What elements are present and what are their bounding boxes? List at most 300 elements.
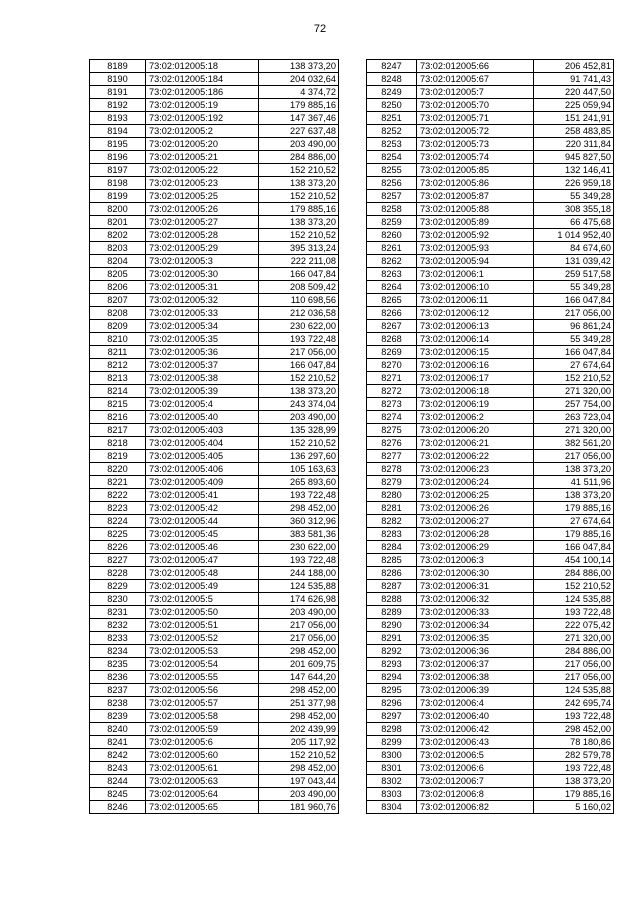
cadastral-number: 73:02:012005:31: [146, 281, 259, 294]
cadastral-number: 73:02:012006:28: [417, 528, 534, 541]
row-number: 8232: [90, 619, 146, 632]
cadastral-value: 242 695,74: [534, 697, 614, 710]
cadastral-value: 225 059,94: [534, 99, 614, 112]
row-number: 8206: [90, 281, 146, 294]
cadastral-value: 298 452,00: [259, 762, 339, 775]
cadastral-number: 73:02:012006:25: [417, 489, 534, 502]
table-row: [90, 73, 339, 86]
cadastral-value: 135 328,99: [259, 424, 339, 437]
row-number: 8228: [90, 567, 146, 580]
cadastral-number: 73:02:012006:37: [417, 658, 534, 671]
row-number: 8189: [90, 60, 146, 73]
row-number: 8281: [367, 502, 417, 515]
cadastral-value: 179 885,16: [259, 99, 339, 112]
table-row: [367, 372, 614, 385]
table-row: [90, 489, 339, 502]
cadastral-number: 73:02:012005:53: [146, 645, 259, 658]
cadastral-value: 258 483,85: [534, 125, 614, 138]
cadastral-value: 282 579,78: [534, 749, 614, 762]
cadastral-number: 73:02:012006:29: [417, 541, 534, 554]
row-number: 8287: [367, 580, 417, 593]
cadastral-value: 271 320,00: [534, 385, 614, 398]
cadastral-number: 73:02:012005:405: [146, 450, 259, 463]
row-number: 8236: [90, 671, 146, 684]
table-row: [367, 554, 614, 567]
cadastral-number: 73:02:012005:51: [146, 619, 259, 632]
cadastral-number: 73:02:012005:88: [417, 203, 534, 216]
row-number: 8235: [90, 658, 146, 671]
cadastral-value: 220 447,50: [534, 86, 614, 99]
table-row: [90, 515, 339, 528]
cadastral-number: 73:02:012005:409: [146, 476, 259, 489]
table-row: [367, 580, 614, 593]
table-row: [367, 437, 614, 450]
cadastral-number: 73:02:012006:43: [417, 736, 534, 749]
row-number: 8280: [367, 489, 417, 502]
table-row: [90, 307, 339, 320]
cadastral-number: 73:02:012006:36: [417, 645, 534, 658]
cadastral-value: 27 674,64: [534, 359, 614, 372]
cadastral-number: 73:02:012005:72: [417, 125, 534, 138]
cadastral-number: 73:02:012005:40: [146, 411, 259, 424]
cadastral-value: 166 047,84: [534, 541, 614, 554]
cadastral-value: 41 511,96: [534, 476, 614, 489]
table-row: [367, 502, 614, 515]
cadastral-value: 152 210,52: [534, 372, 614, 385]
cadastral-number: 73:02:012005:25: [146, 190, 259, 203]
cadastral-value: 284 886,00: [259, 151, 339, 164]
cadastral-value: 152 210,52: [259, 372, 339, 385]
row-number: 8253: [367, 138, 417, 151]
table-row: [90, 671, 339, 684]
row-number: 8274: [367, 411, 417, 424]
row-number: 8278: [367, 463, 417, 476]
cadastral-number: 73:02:012006:17: [417, 372, 534, 385]
cadastral-number: 73:02:012005:29: [146, 242, 259, 255]
cadastral-number: 73:02:012006:10: [417, 281, 534, 294]
cadastral-value: 203 490,00: [259, 606, 339, 619]
cadastral-value: 206 452,81: [534, 60, 614, 73]
cadastral-number: 73:02:012005:33: [146, 307, 259, 320]
table-row: [367, 294, 614, 307]
row-number: 8275: [367, 424, 417, 437]
cadastral-value: 193 722,48: [534, 606, 614, 619]
cadastral-number: 73:02:012005:26: [146, 203, 259, 216]
cadastral-value: 174 626,98: [259, 593, 339, 606]
cadastral-value: 244 188,00: [259, 567, 339, 580]
cadastral-number: 73:02:012005:23: [146, 177, 259, 190]
table-row: [90, 450, 339, 463]
cadastral-number: 73:02:012006:15: [417, 346, 534, 359]
table-row: [367, 593, 614, 606]
cadastral-number: 73:02:012005:192: [146, 112, 259, 125]
row-number: 8217: [90, 424, 146, 437]
table-row: [367, 788, 614, 801]
cadastral-value: 147 644,20: [259, 671, 339, 684]
row-number: 8221: [90, 476, 146, 489]
table-row: [367, 242, 614, 255]
cadastral-number: 73:02:012006:3: [417, 554, 534, 567]
table-row: [367, 463, 614, 476]
cadastral-value: 152 210,52: [259, 437, 339, 450]
table-row: [90, 749, 339, 762]
row-number: 8272: [367, 385, 417, 398]
cadastral-number: 73:02:012006:24: [417, 476, 534, 489]
cadastral-number: 73:02:012006:14: [417, 333, 534, 346]
cadastral-value: 257 754,00: [534, 398, 614, 411]
row-number: 8250: [367, 99, 417, 112]
row-number: 8284: [367, 541, 417, 554]
row-number: 8198: [90, 177, 146, 190]
cadastral-number: 73:02:012005:403: [146, 424, 259, 437]
cadastral-value: 136 297,60: [259, 450, 339, 463]
cadastral-number: 73:02:012005:89: [417, 216, 534, 229]
row-number: 8302: [367, 775, 417, 788]
cadastral-number: 73:02:012005:21: [146, 151, 259, 164]
cadastral-number: 73:02:012005:22: [146, 164, 259, 177]
row-number: 8194: [90, 125, 146, 138]
cadastral-value: 138 373,20: [534, 489, 614, 502]
cadastral-value: 220 311,84: [534, 138, 614, 151]
table-row: [367, 229, 614, 242]
row-number: 8300: [367, 749, 417, 762]
table-row: [90, 710, 339, 723]
table-row: [367, 515, 614, 528]
cadastral-number: 73:02:012005:60: [146, 749, 259, 762]
table-row: [367, 203, 614, 216]
cadastral-number: 73:02:012005:56: [146, 684, 259, 697]
table-row: [367, 346, 614, 359]
cadastral-value: 78 180,86: [534, 736, 614, 749]
row-number: 8269: [367, 346, 417, 359]
cadastral-number: 73:02:012006:16: [417, 359, 534, 372]
row-number: 8292: [367, 645, 417, 658]
table-row: [90, 151, 339, 164]
cadastral-value: 265 893,60: [259, 476, 339, 489]
table-row: [367, 450, 614, 463]
row-number: 8240: [90, 723, 146, 736]
cadastral-value: 166 047,84: [534, 346, 614, 359]
cadastral-number: 73:02:012005:44: [146, 515, 259, 528]
row-number: 8229: [90, 580, 146, 593]
row-number: 8251: [367, 112, 417, 125]
table-row: [90, 346, 339, 359]
cadastral-number: 73:02:012005:406: [146, 463, 259, 476]
cadastral-value: 202 439,99: [259, 723, 339, 736]
row-number: 8259: [367, 216, 417, 229]
table-row: [367, 567, 614, 580]
cadastral-number: 73:02:012006:35: [417, 632, 534, 645]
cadastral-number: 73:02:012005:6: [146, 736, 259, 749]
row-number: 8231: [90, 606, 146, 619]
table-row: [90, 268, 339, 281]
table-row: [90, 645, 339, 658]
row-number: 8220: [90, 463, 146, 476]
cadastral-value: 124 535,88: [259, 580, 339, 593]
table-row: [90, 541, 339, 554]
table-row: [90, 762, 339, 775]
cadastral-value: 226 959,18: [534, 177, 614, 190]
table-row: [90, 554, 339, 567]
cadastral-value: 66 475,68: [534, 216, 614, 229]
row-number: 8197: [90, 164, 146, 177]
row-number: 8230: [90, 593, 146, 606]
cadastral-value: 55 349,28: [534, 333, 614, 346]
table-row: [367, 320, 614, 333]
table-row: [367, 359, 614, 372]
cadastral-value: 251 377,98: [259, 697, 339, 710]
cadastral-value: 217 056,00: [259, 632, 339, 645]
row-number: 8301: [367, 762, 417, 775]
row-number: 8241: [90, 736, 146, 749]
cadastral-number: 73:02:012005:86: [417, 177, 534, 190]
cadastral-number: 73:02:012005:27: [146, 216, 259, 229]
cadastral-number: 73:02:012005:47: [146, 554, 259, 567]
cadastral-value: 166 047,84: [259, 359, 339, 372]
cadastral-number: 73:02:012006:30: [417, 567, 534, 580]
cadastral-number: 73:02:012005:18: [146, 60, 259, 73]
row-number: 8252: [367, 125, 417, 138]
table-row: [90, 99, 339, 112]
row-number: 8191: [90, 86, 146, 99]
cadastral-value: 166 047,84: [259, 268, 339, 281]
cadastral-value: 284 886,00: [534, 645, 614, 658]
row-number: 8279: [367, 476, 417, 489]
table-row: [90, 203, 339, 216]
cadastral-number: 73:02:012005:65: [146, 801, 259, 814]
cadastral-number: 73:02:012006:22: [417, 450, 534, 463]
cadastral-value: 84 674,60: [534, 242, 614, 255]
cadastral-number: 73:02:012005:70: [417, 99, 534, 112]
cadastral-value: 298 452,00: [534, 723, 614, 736]
table-row: [90, 112, 339, 125]
row-number: 8223: [90, 502, 146, 515]
table-row: [367, 385, 614, 398]
row-number: 8195: [90, 138, 146, 151]
row-number: 8234: [90, 645, 146, 658]
table-row: [90, 411, 339, 424]
cadastral-value: 204 032,64: [259, 73, 339, 86]
cadastral-number: 73:02:012006:40: [417, 710, 534, 723]
cadastral-number: 73:02:012006:7: [417, 775, 534, 788]
row-number: 8256: [367, 177, 417, 190]
cadastral-number: 73:02:012005:46: [146, 541, 259, 554]
cadastral-value: 208 509,42: [259, 281, 339, 294]
cadastral-value: 138 373,20: [259, 177, 339, 190]
table-row: [90, 294, 339, 307]
row-number: 8190: [90, 73, 146, 86]
cadastral-value: 230 622,00: [259, 320, 339, 333]
cadastral-value: 217 056,00: [534, 307, 614, 320]
row-number: 8248: [367, 73, 417, 86]
row-number: 8214: [90, 385, 146, 398]
table-row: [90, 437, 339, 450]
cadastral-number: 73:02:012005:28: [146, 229, 259, 242]
row-number: 8260: [367, 229, 417, 242]
cadastral-number: 73:02:012006:19: [417, 398, 534, 411]
table-row: [90, 632, 339, 645]
row-number: 8199: [90, 190, 146, 203]
row-number: 8211: [90, 346, 146, 359]
table-row: [90, 359, 339, 372]
row-number: 8299: [367, 736, 417, 749]
cadastral-number: 73:02:012005:54: [146, 658, 259, 671]
table-row: [367, 255, 614, 268]
row-number: 8277: [367, 450, 417, 463]
cadastral-value: 55 349,28: [534, 281, 614, 294]
cadastral-number: 73:02:012005:36: [146, 346, 259, 359]
row-number: 8262: [367, 255, 417, 268]
table-row: [367, 684, 614, 697]
table-row: [90, 320, 339, 333]
cadastral-number: 73:02:012005:66: [417, 60, 534, 73]
cadastral-value: 152 210,52: [259, 164, 339, 177]
row-number: 8247: [367, 60, 417, 73]
table-row: [90, 385, 339, 398]
cadastral-number: 73:02:012005:404: [146, 437, 259, 450]
cadastral-number: 73:02:012006:31: [417, 580, 534, 593]
cadastral-number: 73:02:012005:94: [417, 255, 534, 268]
table-row: [90, 125, 339, 138]
table-row: [90, 424, 339, 437]
table-row: [367, 710, 614, 723]
cadastral-number: 73:02:012005:37: [146, 359, 259, 372]
row-number: 8222: [90, 489, 146, 502]
row-number: 8224: [90, 515, 146, 528]
row-number: 8226: [90, 541, 146, 554]
cadastral-value: 383 581,36: [259, 528, 339, 541]
table-row: [90, 801, 339, 814]
cadastral-number: 73:02:012005:186: [146, 86, 259, 99]
table-row: [367, 411, 614, 424]
table-row: [90, 86, 339, 99]
row-number: 8212: [90, 359, 146, 372]
table-row: [367, 151, 614, 164]
table-row: [90, 697, 339, 710]
row-number: 8203: [90, 242, 146, 255]
cadastral-value: 203 490,00: [259, 138, 339, 151]
cadastral-value: 259 517,58: [534, 268, 614, 281]
table-row: [367, 671, 614, 684]
row-number: 8276: [367, 437, 417, 450]
cadastral-value: 217 056,00: [259, 619, 339, 632]
page-number: 72: [313, 23, 327, 35]
cadastral-number: 73:02:012006:27: [417, 515, 534, 528]
table-row: [90, 216, 339, 229]
cadastral-value: 138 373,20: [259, 385, 339, 398]
cadastral-number: 73:02:012006:4: [417, 697, 534, 710]
table-row: [90, 788, 339, 801]
row-number: 8297: [367, 710, 417, 723]
cadastral-value: 222 211,08: [259, 255, 339, 268]
table-row: [367, 333, 614, 346]
row-number: 8192: [90, 99, 146, 112]
cadastral-value: 308 355,18: [534, 203, 614, 216]
row-number: 8257: [367, 190, 417, 203]
table-row: [90, 138, 339, 151]
cadastral-value: 179 885,16: [259, 203, 339, 216]
cadastral-number: 73:02:012005:45: [146, 528, 259, 541]
cadastral-number: 73:02:012005:32: [146, 294, 259, 307]
cadastral-value: 217 056,00: [534, 671, 614, 684]
cadastral-number: 73:02:012006:33: [417, 606, 534, 619]
cadastral-value: 27 674,64: [534, 515, 614, 528]
table-row: [90, 580, 339, 593]
table-row: [90, 684, 339, 697]
row-number: 8266: [367, 307, 417, 320]
row-number: 8216: [90, 411, 146, 424]
cadastral-number: 73:02:012006:5: [417, 749, 534, 762]
cadastral-value: 298 452,00: [259, 684, 339, 697]
cadastral-number: 73:02:012006:13: [417, 320, 534, 333]
row-number: 8201: [90, 216, 146, 229]
cadastral-number: 73:02:012005:73: [417, 138, 534, 151]
cadastral-number: 73:02:012005:30: [146, 268, 259, 281]
cadastral-number: 73:02:012005:4: [146, 398, 259, 411]
cadastral-number: 73:02:012006:1: [417, 268, 534, 281]
row-number: 8239: [90, 710, 146, 723]
table-row: [90, 593, 339, 606]
cadastral-number: 73:02:012006:6: [417, 762, 534, 775]
cadastral-value: 284 886,00: [534, 567, 614, 580]
cadastral-value: 193 722,48: [259, 333, 339, 346]
cadastral-value: 5 160,02: [534, 801, 614, 814]
cadastral-value: 298 452,00: [259, 645, 339, 658]
table-row: [367, 112, 614, 125]
row-number: 8285: [367, 554, 417, 567]
table-row: [367, 528, 614, 541]
row-number: 8291: [367, 632, 417, 645]
cadastral-value: 131 039,42: [534, 255, 614, 268]
cadastral-value: 4 374,72: [259, 86, 339, 99]
table-row: [367, 632, 614, 645]
table-row: [367, 476, 614, 489]
row-number: 8255: [367, 164, 417, 177]
cadastral-value: 151 241,91: [534, 112, 614, 125]
row-number: 8243: [90, 762, 146, 775]
row-number: 8244: [90, 775, 146, 788]
cadastral-number: 73:02:012006:26: [417, 502, 534, 515]
cadastral-number: 73:02:012005:74: [417, 151, 534, 164]
row-number: 8237: [90, 684, 146, 697]
cadastral-number: 73:02:012006:21: [417, 437, 534, 450]
cadastral-number: 73:02:012005:59: [146, 723, 259, 736]
table-row: [367, 216, 614, 229]
cadastral-value: 217 056,00: [534, 658, 614, 671]
cadastral-number: 73:02:012005:50: [146, 606, 259, 619]
cadastral-value: 124 535,88: [534, 593, 614, 606]
row-number: 8283: [367, 528, 417, 541]
row-number: 8227: [90, 554, 146, 567]
cadastral-value: 193 722,48: [259, 489, 339, 502]
row-number: 8263: [367, 268, 417, 281]
table-row: [90, 658, 339, 671]
row-number: 8238: [90, 697, 146, 710]
row-number: 8196: [90, 151, 146, 164]
cadastral-value: 243 374,04: [259, 398, 339, 411]
cadastral-value: 271 320,00: [534, 424, 614, 437]
table-row: [367, 138, 614, 151]
cadastral-value: 271 320,00: [534, 632, 614, 645]
cadastral-value: 152 210,52: [259, 190, 339, 203]
cadastral-value: 263 723,04: [534, 411, 614, 424]
cadastral-value: 138 373,20: [259, 60, 339, 73]
table-row: [90, 476, 339, 489]
cadastral-number: 73:02:012006:38: [417, 671, 534, 684]
table-row: [90, 229, 339, 242]
table-row: [90, 502, 339, 515]
cadastral-number: 73:02:012005:42: [146, 502, 259, 515]
